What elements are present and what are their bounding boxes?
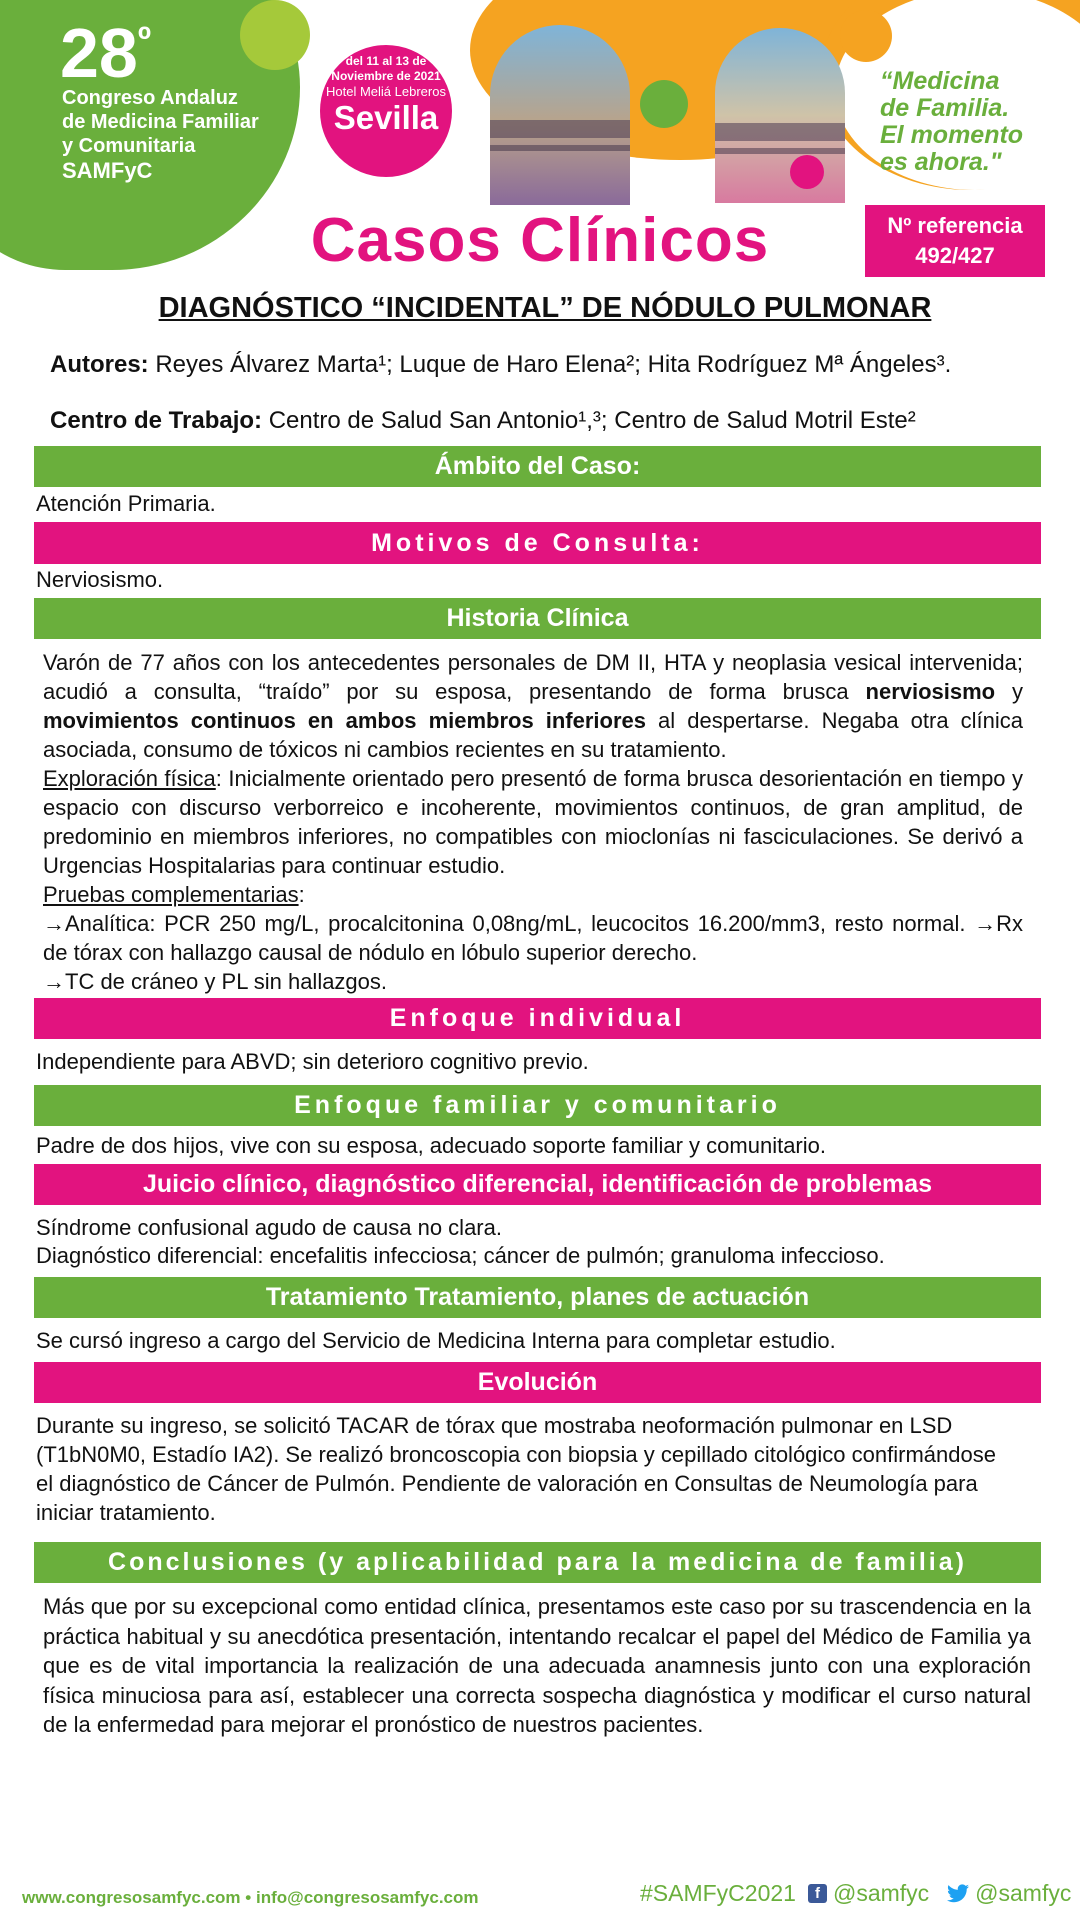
section-familiar-text: Padre de dos hijos, vive con su esposa, adecuado soporte familiar y comunitario. (36, 1133, 826, 1158)
footer-twitter-handle[interactable]: @samfyc (975, 1880, 1072, 1906)
section-ambito-header: Ámbito del Caso: (34, 446, 1041, 487)
section-juicio-header: Juicio clínico, diagnóstico diferencial, identificación de problemas (34, 1164, 1041, 1205)
work-center: Centro de Trabajo: Centro de Salud San Antonio¹,³; Centro de Salud Motril Este² (50, 407, 916, 434)
sevilla-bridge-photo (715, 28, 845, 203)
page-title: Casos Clínicos (310, 206, 770, 275)
decorative-green-dot-mid (640, 80, 688, 128)
section-motivos-text: Nerviosismo. (36, 567, 164, 592)
facebook-icon[interactable]: f (808, 1884, 827, 1903)
reference-number-box: Nº referencia 492/427 (865, 205, 1045, 277)
footer-contact: www.congresosamfyc.com • info@congresosamfyc.com (22, 1888, 479, 1907)
section-individual-text: Independiente para ABVD; sin deterioro cognitivo previo. (36, 1049, 589, 1074)
congress-slogan: “Medicina de Familia. El momento es ahora." (880, 67, 1024, 176)
footer-email[interactable]: info@congresosamfyc.com (255, 1888, 479, 1907)
footer-social (640, 1880, 1071, 1907)
footer-website[interactable]: www.congresosamfyc.com (22, 1888, 241, 1907)
decorative-green-dot (240, 0, 310, 70)
section-juicio-text: Síndrome confusional agudo de causa no clara. Diagnóstico diferencial: encefalitis infecciosa; cáncer de pulmón; granuloma infeccioso. (36, 1215, 885, 1268)
twitter-icon[interactable] (947, 1884, 969, 1903)
section-motivos-header: Motivos de Consulta: (34, 522, 1041, 564)
section-tratamiento-header: Tratamiento Tratamiento, planes de actuación (34, 1277, 1041, 1318)
sevilla-monument-photo (490, 25, 630, 205)
footer-hashtag: #SAMFyC2021 (640, 1880, 796, 1906)
decorative-orange-dot (840, 10, 892, 62)
section-familiar-header: Enfoque familiar y comunitario (34, 1085, 1041, 1126)
footer-facebook-handle[interactable]: @samfyc (832, 1880, 930, 1906)
section-ambito-text: Atención Primaria. (36, 491, 216, 516)
decorative-pink-dot (790, 155, 824, 189)
event-date-badge: del 11 al 13 de Noviembre de 2021 Hotel Meliá Lebreros Sevilla (320, 45, 452, 177)
section-evolucion-text: Durante su ingreso, se solicitó TACAR de tórax que mostraba neoformación pulmonar en LSD (T1bN0M0, Estadío IA2). Se realizó broncoscopia con biopsia y cepillado citológico confirmándose el diagnóstico de Cáncer de Pulmón. Pendiente de valoración en Consultas de Neumología para iniciar tratamiento. (36, 1413, 996, 1525)
section-historia-header: Historia Clínica (34, 598, 1041, 639)
section-tratamiento-text: Se cursó ingreso a cargo del Servicio de Medicina Interna para completar estudio. (36, 1328, 836, 1353)
section-conclusiones-text: Más que por su excepcional como entidad clínica, presentamos este caso por su trascendencia en la práctica habitual y su anecdótica presentación, intentando recalcar el papel del Médico de Familia ya que es de vital importancia la realización de una adecuada anamnesis junto con una exploración física minuciosa para así, establecer una correcta sospecha diagnóstica y modificar el curso natural de la enfermedad para mejorar el pronóstico de nuestros pacientes. (43, 1594, 1031, 1737)
section-conclusiones-header: Conclusiones (y aplicabilidad para la medicina de familia) (34, 1542, 1041, 1583)
congress-edition: $28^º$ (60, 14, 152, 92)
congress-name: Congreso Andaluz de Medicina Familiar y Comunitaria SAMFyC (62, 87, 259, 183)
section-historia-text: Varón de 77 años con los antecedentes personales de DM II, HTA y neoplasia vesical intervenida; acudió a consulta, “traído” por su esposa, presentando de forma brusca nerviosismo y movimientos continuos en ambos miembros inferiores al despertarse. Negaba otra clínica asociada, consumo de tóxicos ni cambios recientes en su tratamiento. Exploración física: Inicialmente orientado pero presentó de forma brusca desorientación en tiempo y espacio con discurso verborreico e incoherente, movimientos continuos, de gran amplitud, de predominio en miembros inferiores, no compatibles con mioclonías ni fasciculaciones. Se derivó a Urgencias Hospitalarias para continuar estudio. Pruebas complementarias: →Analítica: PCR 250 mg/L, procalcitonina 0,08ng/mL, leucocitos 16.200/mm3, resto normal. →Rx de tórax con hallazgo causal de nódulo en lóbulo superior derecho. →TC de cráneo y PL sin hallazgos. (43, 650, 1023, 994)
authors: Autores: Reyes Álvarez Marta¹; Luque de Haro Elena²; Hita Rodríguez Mª Ángeles³. (50, 351, 952, 378)
section-evolucion-header: Evolución (34, 1362, 1041, 1403)
case-title: DIAGNÓSTICO “INCIDENTAL” DE NÓDULO PULMONAR (158, 292, 932, 324)
section-individual-header: Enfoque individual (34, 998, 1041, 1039)
